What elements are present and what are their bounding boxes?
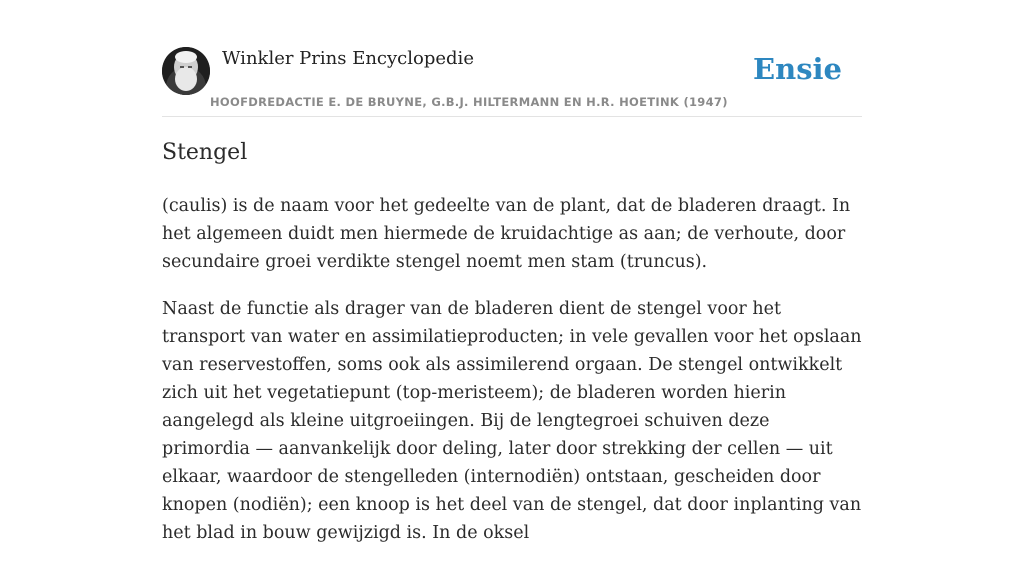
article-title: Stengel bbox=[162, 140, 248, 165]
portrait-photo-icon bbox=[162, 47, 210, 95]
article-paragraph: (caulis) is de naam voor het gedeelte van de plant, dat de bladeren draagt. In het algemeen duidt men hiermede de kruidachtige as aan; de verhoute, door secundaire groei verdikte stengel noemt men stam (truncus). bbox=[162, 196, 851, 272]
editors-line: HOOFDREDACTIE E. DE BRUYNE, G.B.J. HILTERMANN EN H.R. HOETINK (1947) bbox=[210, 95, 728, 109]
book-title[interactable]: Winkler Prins Encyclopedie bbox=[222, 48, 474, 69]
ensie-logo-link[interactable]: Ensie bbox=[753, 52, 842, 86]
header bbox=[162, 44, 862, 117]
article-body bbox=[162, 192, 862, 566]
article-paragraph: Naast de functie als drager van de bladeren dient de stengel voor het transport van water en assimilatieproducten; in vele gevallen voor het opslaan van reservestoffen, soms ook als assimilerend orgaan. De stengel ontwikkelt zich uit het vegetatiepunt (top-meristeem); de bladeren worden hierin aangelegd als kleine uitgroeiingen. Bij de lengtegroei schuiven deze primordia — aanvankelijk door deling, later door strekking der cellen — uit elkaar, waardoor de stengelleden (internodiën) ontstaan, gescheiden door knopen (nodiën); een knoop is het deel van de stengel, dat door inplanting van het blad in bouw gewijzigd is. In de oksel bbox=[162, 299, 862, 543]
author-avatar bbox=[162, 47, 210, 95]
